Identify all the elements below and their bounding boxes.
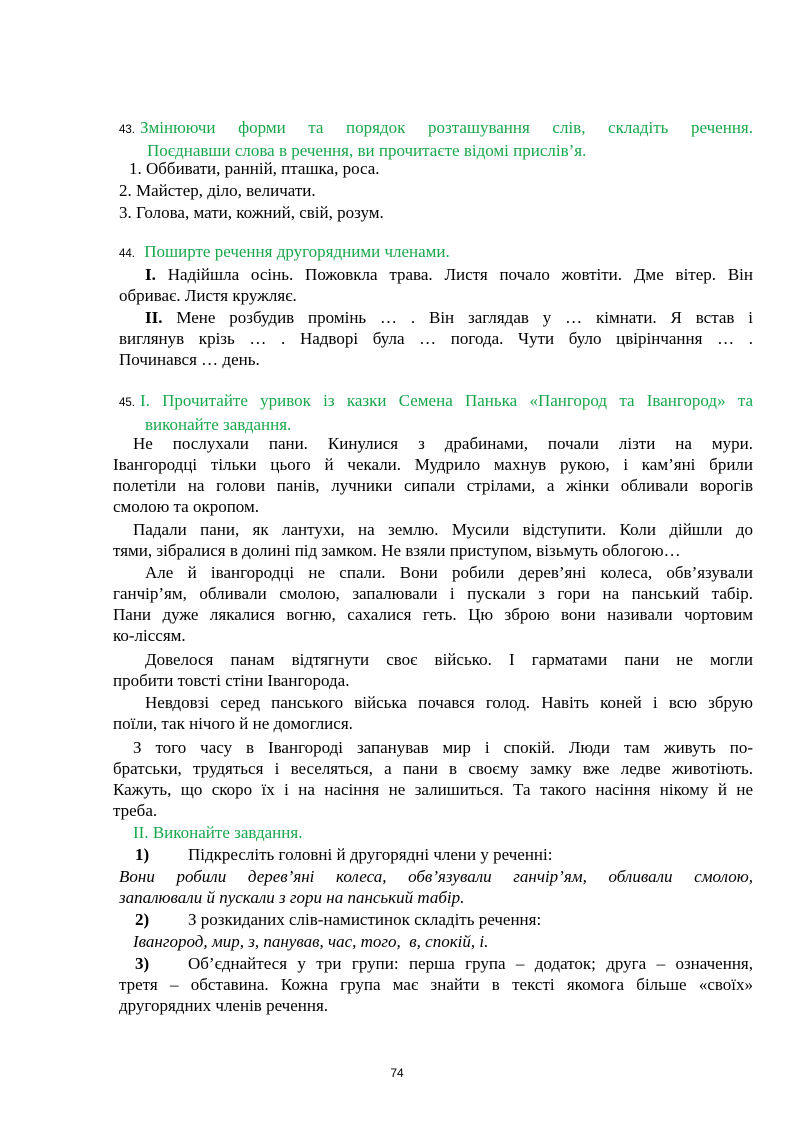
- text-line: Івангородці тільки цього й чекали. Мудрило махнув рукою, і кам’яні брили: [113, 455, 753, 474]
- text-line: Вони робили дерев’яні колеса, обв’язували ганчір’ям, обливали смолою,: [119, 867, 753, 886]
- text-line: Невдовзі серед панського війська почався голод. Навіть коней і всю збрую: [145, 693, 753, 712]
- task-1-sentence: [119, 866, 753, 908]
- task-number: 3): [135, 954, 150, 973]
- exercise-44-task: [119, 242, 753, 264]
- text-line: Не послухали пани. Кинулися з драбинами, почали лізти на мури.: [133, 434, 753, 453]
- text-line: полетіли на голови панів, лучники сипали стрілами, а жінки обливали ворогів: [113, 476, 753, 495]
- task-text: Підкресліть головні й другорядні члени у реченні:: [188, 845, 553, 864]
- text-line: Об’єднайтеся у три групи: перша група – додаток; друга – означення,: [188, 954, 753, 973]
- text-line: З того часу в Івангороді запанував мир і спокій. Люди там живуть по-: [133, 738, 753, 757]
- task-2-words: Івангород, мир, з, панував, час, того, в, спокій, і.: [133, 932, 489, 951]
- story-paragraph-1: [113, 433, 753, 517]
- text-line: обриває. Листя кружляє.: [119, 286, 297, 305]
- text-line: Падали пани, як лантухи, на землю. Мусили відступити. Коли дійшли до: [133, 520, 753, 539]
- text-line: Кажуть, що скоро їх і на насіння не залишиться. Та такого насіння нікому й не: [113, 780, 753, 799]
- task-text: виконайте завдання.: [145, 415, 292, 434]
- text-line: пробити товсті стіни Івангорода.: [113, 671, 350, 690]
- task-text: І. Прочитайте уривок із казки Семена Панька «Пангород та Івангород» та: [140, 391, 753, 410]
- paragraph-label: II.: [145, 308, 163, 327]
- task-text: З розкиданих слів-намистинок складіть речення:: [188, 910, 542, 929]
- list-item: 3. Голова, мати, кожний, свій, розум.: [119, 203, 384, 222]
- text-line: тями, зібралися в долині під замком. Не взяли приступом, візьмуть облогою…: [113, 541, 681, 560]
- exercise-45-task: [119, 390, 753, 435]
- text-line: братськи, трудяться і веселяться, а пани в своєму замку вже ледве животіють.: [113, 759, 753, 778]
- paragraph-ii: [119, 307, 753, 370]
- task-text: Змінюючи форми та порядок розташування слів, складіть речення.: [140, 118, 753, 137]
- paragraph-label: I.: [145, 265, 156, 284]
- paragraph-i: [119, 264, 753, 306]
- task-number: 2): [135, 910, 150, 929]
- text-line: Довелося панам відтягнути своє військо. І гарматами пани не могли: [145, 650, 753, 669]
- text-line: Пани дуже лякалися вогню, сахалися геть. Цю зброю вони називали чортовим: [113, 605, 753, 624]
- text-line: смолою та окропом.: [113, 497, 259, 516]
- story-paragraph-3: [113, 562, 753, 646]
- task-2: [135, 909, 541, 930]
- text-line: другорядних членів речення.: [119, 996, 329, 1015]
- text-line: ганчір’ям, обливали смолою, запалювали і пускали з гори на панський табір.: [113, 584, 753, 603]
- text-line: Але й івангородці не спали. Вони робили дерев’яні колеса, обв’язували: [145, 563, 753, 582]
- task-number: 1): [135, 845, 150, 864]
- exercise-number: 44.: [119, 248, 135, 260]
- text-line: поїли, так нічого й не домоглися.: [113, 714, 353, 733]
- list-item: 1. Оббивати, ранній, пташка, роса.: [129, 159, 380, 178]
- task-text: Поєднавши слова в речення, ви прочитаєте відомі прислів’я.: [147, 141, 587, 160]
- text-line: Починався … день.: [119, 350, 260, 369]
- text-line: запалювали й пускали з гори на панський табір.: [119, 888, 465, 907]
- part-2-heading: ІІ. Виконайте завдання.: [133, 823, 303, 842]
- task-1: [135, 844, 552, 865]
- story-paragraph-2: [113, 519, 753, 561]
- exercise-number: 45.: [119, 397, 135, 409]
- story-paragraph-5: [113, 692, 753, 734]
- task-3: [119, 953, 753, 1016]
- text-line: третя – обставина. Кожна група має знайти в тексті якомога більше «своїх»: [119, 975, 753, 994]
- text-line: виглянув крізь … . Надворі була … погода. Чути було цвірінчання … .: [119, 329, 753, 348]
- page-number: 74: [390, 1066, 404, 1080]
- exercise-number: 43.: [119, 124, 135, 136]
- text-line: Мене розбудив промінь … . Він заглядав у … кімнати. Я встав і: [176, 308, 754, 327]
- task-text: Поширте речення другорядними членами.: [144, 242, 450, 261]
- story-paragraph-6: [113, 737, 753, 821]
- text-line: Надійшла осінь. Пожовкла трава. Листя почало жовтіти. Дме вітер. Він: [167, 265, 754, 284]
- exercise-43-task: [119, 117, 753, 161]
- text-line: треба.: [113, 801, 158, 820]
- text-line: ко-ліссям.: [113, 626, 186, 645]
- story-paragraph-4: [113, 649, 753, 691]
- list-item: 2. Майстер, діло, величати.: [119, 181, 316, 200]
